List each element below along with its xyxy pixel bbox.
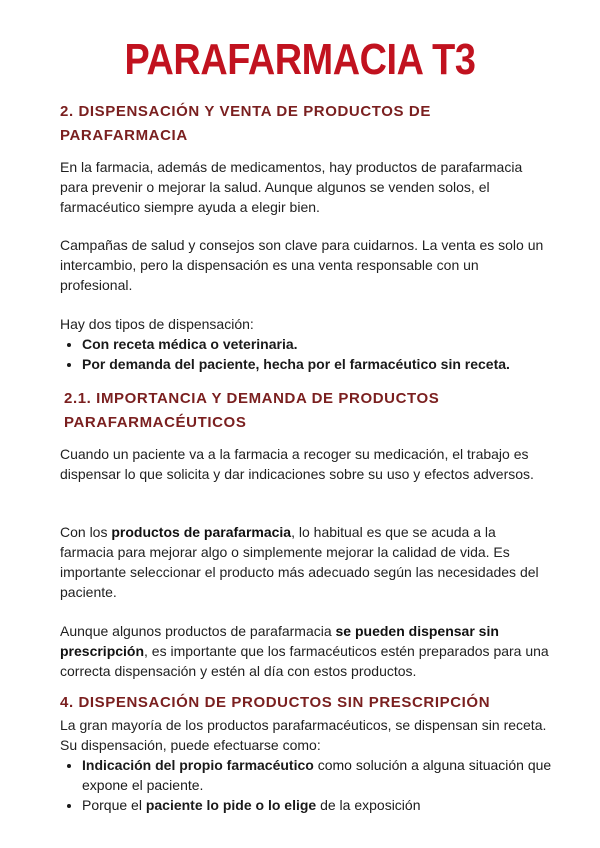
- section-4-paragraph-1: La gran mayoría de los productos parafarmacéuticos, se dispensan sin receta. Su dispensación, puede efectuarse como:: [60, 717, 547, 753]
- dispensation-modes-list: [62, 755, 572, 815]
- section-2-1-heading: 2.1. IMPORTANCIA Y DEMANDA DE PRODUCTOS PARAFARMACÉUTICOS: [64, 390, 440, 431]
- list-item-text: Con receta médica o veterinaria.: [82, 336, 298, 352]
- list-item: [82, 334, 572, 354]
- section-2-1-paragraph-2: Con los productos de parafarmacia, lo habitual es que se acuda a la farmacia para mejorar algo o simplemente mejorar la calidad de vida. Es importante seleccionar el producto más adecuado según las necesidades del paciente.: [60, 524, 539, 600]
- emphasis: productos de parafarmacia: [111, 524, 292, 540]
- section-2-paragraph-1: En la farmacia, además de medicamentos, hay productos de parafarmacia para prevenir o mejorar la salud. Aunque algunos se venden solos, el farmacéutico siempre ayuda a elegir bien.: [60, 159, 523, 215]
- section-2-1-paragraph-3: Aunque algunos productos de parafarmacia se pueden dispensar sin prescripción, es importante que los farmacéuticos estén preparados para una correcta dispensación y estén al día con estos productos.: [60, 623, 549, 679]
- emphasis: se pueden dispensar sin prescripción: [60, 623, 499, 659]
- section-2-paragraph-2: Campañas de salud y consejos son clave para cuidarnos. La venta es solo un intercambio, pero la dispensación es una venta responsable con un profesional.: [60, 237, 544, 293]
- emphasis: paciente lo pide o lo elige: [145, 797, 317, 813]
- page-title: PARAFARMACIA T3: [124, 35, 476, 84]
- list-item: • Porque el paciente lo pide o lo elige de la exposición: [82, 795, 572, 815]
- list-item: • Indicación del propio farmacéutico como solución a alguna situación que expone el paciente.: [82, 755, 572, 795]
- list-item-text: Por demanda del paciente, hecha por el farmacéutico sin receta.: [82, 356, 510, 372]
- emphasis: Indicación del propio farmacéutico: [82, 757, 314, 773]
- section-2-heading: 2. DISPENSACIÓN Y VENTA DE PRODUCTOS DE PARAFARMACIA: [60, 103, 431, 144]
- section-4-heading: 4. DISPENSACIÓN DE PRODUCTOS SIN PRESCRIPCIÓN: [60, 694, 491, 711]
- section-2-1-paragraph-1: Cuando un paciente va a la farmacia a recoger su medicación, el trabajo es dispensar lo que solicita y dar indicaciones sobre su uso y efectos adversos.: [60, 446, 534, 482]
- dispensation-types-list: [62, 334, 572, 374]
- list-item: [82, 354, 572, 374]
- section-2-paragraph-3: Hay dos tipos de dispensación:: [60, 316, 254, 332]
